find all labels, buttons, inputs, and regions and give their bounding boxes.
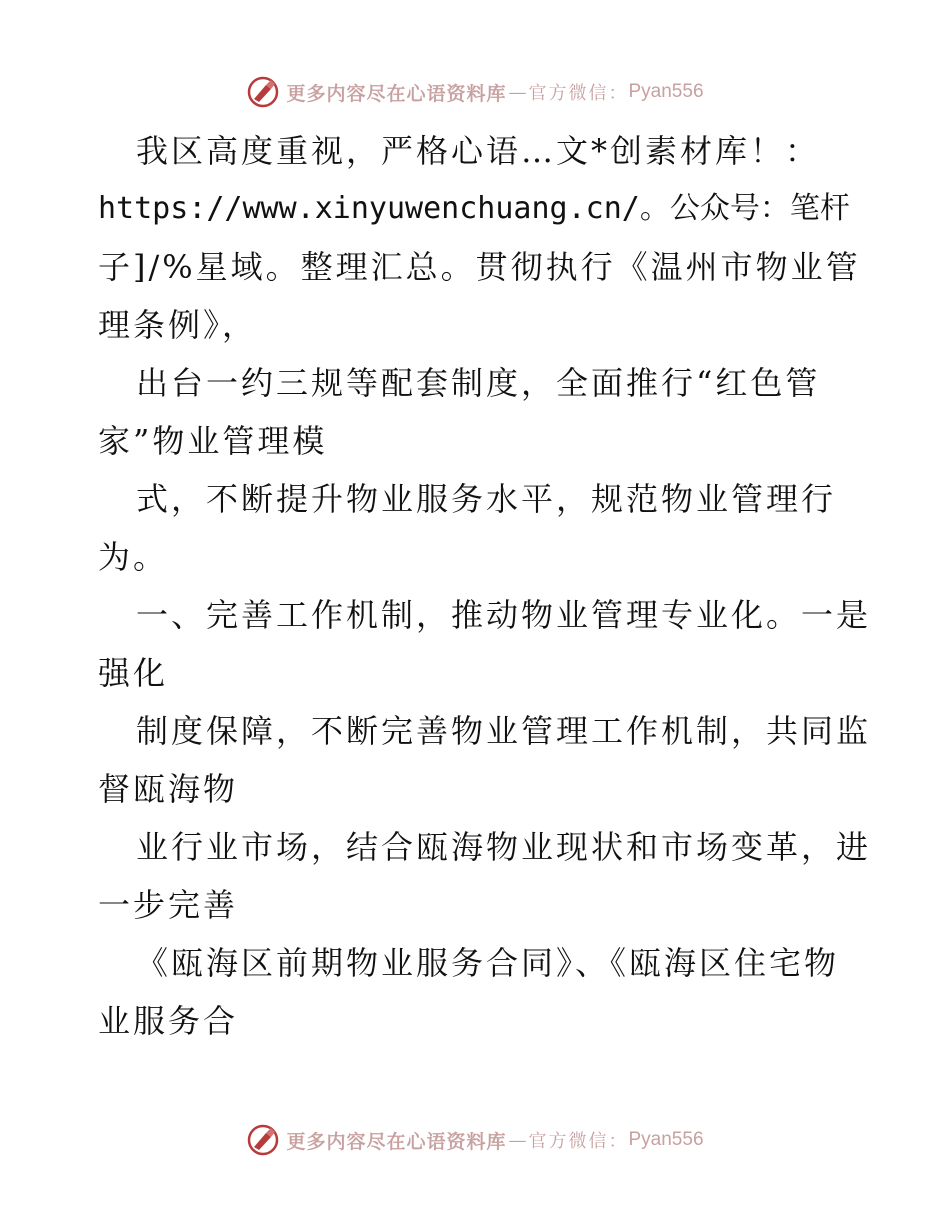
footer-banner (0, 1120, 950, 1160)
body-line-9: 一、完善工作机制，推动物业管理专业化。一是 (136, 596, 872, 634)
body-line-5: 出台一约三规等配套制度，全面推行“红色管 (136, 364, 821, 402)
body-line-6: 家”物业管理模 (98, 422, 328, 460)
body-line-12: 督瓯海物 (98, 770, 239, 808)
header-wechat-label: 官方微信： (528, 83, 629, 104)
body-line-11: 制度保障，不断完善物业管理工作机制，共同监 (136, 712, 872, 750)
footer-wechat-id: Pyan556 (628, 1129, 704, 1150)
footer-wechat-label: 官方微信： (528, 1131, 629, 1152)
header-title: 更多内容尽在心语资料库 (286, 82, 507, 105)
body-line-3: 子]/%星域。整理汇总。贯彻执行《温州市物业管 (98, 248, 861, 286)
header-dash: — (508, 81, 527, 103)
body-line-4: 理条例》， (98, 306, 258, 344)
body-line-14: 一步完善 (98, 886, 239, 924)
body-line-7: 式，不断提升物业服务水平，规范物业管理行 (136, 480, 837, 518)
body-line-1: 我区高度重视，严格心语…文*创素材库！： (136, 132, 821, 170)
footer-title: 更多内容尽在心语资料库 (286, 1130, 507, 1153)
header-wechat-id: Pyan556 (628, 81, 704, 102)
body-line-15: 《瓯海区前期物业服务合同》、《瓯海区住宅物 (136, 944, 840, 982)
body-line-8: 为。 (98, 538, 169, 576)
footer-dash: — (508, 1129, 527, 1151)
body-line-10: 强化 (98, 654, 169, 692)
header-banner (0, 72, 950, 112)
logo-icon (246, 1123, 280, 1157)
body-line-2: https://www.xinyuwenchuang.cn/。公众号：笔杆 (98, 191, 850, 226)
body-line-16: 业服务合 (98, 1002, 239, 1040)
body-line-13: 业行业市场，结合瓯海物业现状和市场变革，进 (136, 828, 872, 866)
document-body (98, 122, 872, 1050)
logo-icon (246, 75, 280, 109)
